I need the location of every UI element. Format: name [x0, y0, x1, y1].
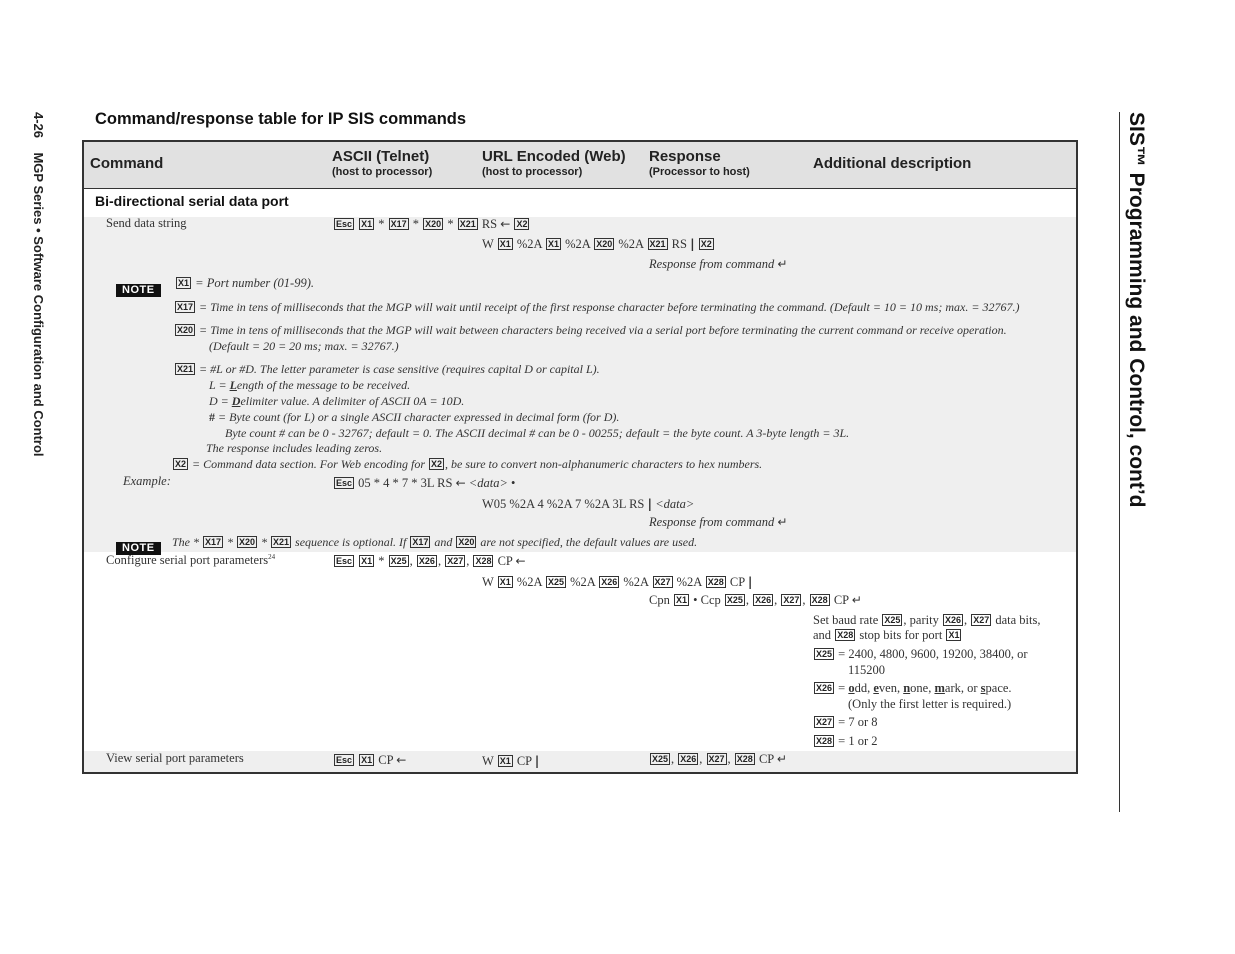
note-hash: # = Byte count (for L) or a single ASCII character expressed in decimal form (for D).	[209, 410, 620, 424]
configure-parity: X26 = odd, even, none, mark, or space.	[816, 681, 1012, 695]
left-arrow-icon: ←	[396, 753, 407, 767]
x21-var: X21	[459, 219, 476, 229]
x17-var: X17	[390, 219, 407, 229]
note-x1: X1 = Port number (01-99).	[178, 276, 314, 290]
send-url: W X1 %2A X1 %2A X20 %2A X21 RS | X2	[482, 236, 712, 251]
view-ascii: Esc X1 CP ←	[336, 753, 407, 767]
header-ascii: ASCII (Telnet)	[332, 148, 430, 165]
example-url: W05 %2A 4 %2A 7 %2A 3L RS | <data>	[482, 496, 695, 511]
return-arrow-icon: ↵	[776, 752, 787, 766]
return-arrow-icon: ↵	[851, 593, 862, 607]
header-url: URL Encoded (Web)	[482, 148, 626, 165]
x2-var: X2	[700, 239, 712, 249]
note-x2: X2 = Command data section. For Web encoding for X2 , be sure to convert non-alphanumeric characters to hex numbers.	[175, 457, 763, 471]
example-ascii: Esc 05 * 4 * 7 * 3L RS ← <data> •	[336, 476, 516, 490]
note-optional: The * X17 * X20 * X21 sequence is optional. If X17 and X20 are not specified, the default values are used.	[172, 535, 698, 549]
note-badge-2: NOTE	[116, 536, 161, 555]
configure-ascii: Esc X1 * X25 , X26 , X27 , X28 CP ←	[336, 554, 526, 568]
view-url: W X1 CP |	[482, 753, 540, 768]
pipe-icon: |	[747, 574, 753, 589]
view-label: View serial port parameters	[106, 751, 244, 765]
view-response: X25 , X26 , X27 , X28 CP ↵	[652, 752, 787, 766]
left-arrow-icon: ←	[455, 476, 466, 490]
note-length: L = Length of the message to be received.	[209, 378, 411, 392]
x1-var: X1	[499, 239, 511, 249]
return-arrow-icon: ↵	[777, 515, 788, 529]
configure-baud-2: 115200	[848, 663, 886, 677]
note-delimiter: D = Delimiter value. A delimiter of ASCII 0A = 10D.	[209, 394, 465, 408]
configure-baud: X25 = 2400, 4800, 9600, 19200, 38400, or	[816, 647, 1028, 661]
configure-stopbits: X28 = 1 or 2	[816, 734, 878, 748]
note-x20-default: (Default = 20 = 20 ms; max. = 32767.)	[209, 339, 399, 353]
configure-url: W X1 %2A X25 %2A X26 %2A X27 %2A X28 CP |	[482, 574, 753, 589]
return-arrow-icon: ↵	[777, 257, 788, 271]
esc-key: Esc	[336, 219, 353, 229]
section-heading: Bi-directional serial data port	[95, 193, 289, 209]
right-margin-title: SIS™ Programming and Control, cont’d	[1125, 112, 1148, 508]
pipe-icon: |	[690, 236, 695, 251]
header-description: Additional description	[813, 155, 972, 172]
configure-databits: X27 = 7 or 8	[816, 715, 878, 729]
x1-var: X1	[547, 239, 559, 249]
send-response: Response from command ↵	[649, 257, 788, 271]
pipe-icon: |	[534, 753, 540, 768]
note-bytecount: Byte count # can be 0 - 32767; default = 0. The ASCII decimal # can be 0 - 00255; default = the byte count. A 3-byte length = 3L.	[225, 426, 850, 440]
header-ascii-sub: (host to processor)	[332, 166, 433, 178]
left-arrow-icon: ←	[515, 554, 526, 568]
left-margin-text: 4-26 MGP Series • Software Configuration and Control	[31, 112, 46, 457]
note-x21: X21 = #L or #D. The letter parameter is case sensitive (requires capital D or capital L).	[177, 362, 600, 376]
header-response-sub: (Processor to host)	[649, 166, 750, 178]
header-command: Command	[90, 155, 164, 172]
right-margin-rule	[1119, 112, 1120, 812]
x20-var: X20	[425, 219, 442, 229]
example-response: Response from command ↵	[649, 515, 788, 529]
header-response: Response	[649, 148, 721, 165]
configure-label: Configure serial port parameters$^{24}$	[106, 553, 276, 568]
configure-response: Cpn X1 • Ccp X25 , X26 , X27 , X28 CP ↵	[649, 593, 862, 607]
configure-desc-1: Set baud rate X25 , parity X26 , X27 data bits,	[813, 613, 1041, 627]
x21-var: X21	[649, 239, 666, 249]
x1-var: X1	[361, 219, 373, 229]
note-leading: The response includes leading zeros.	[206, 441, 383, 455]
note-x20: X20 = Time in tens of milliseconds that the MGP will wait between characters being received via a serial port before terminating the current command or receive operation.	[177, 323, 1007, 337]
pipe-icon: |	[647, 496, 653, 511]
send-ascii: Esc X1 * X17 * X20 * X21 RS ← X2	[336, 217, 528, 231]
header-url-sub: (host to processor)	[482, 166, 583, 178]
configure-parity-2: (Only the first letter is required.)	[848, 697, 1012, 711]
note-x17: X17 = Time in tens of milliseconds that the MGP will wait until receipt of the first response character before terminating the command. (Default = 10 = 10 ms; max. = 32767.)	[177, 300, 1020, 314]
configure-desc-2: and X28 stop bits for port X1	[813, 628, 960, 642]
x20-var: X20	[596, 239, 613, 249]
send-label: Send data string	[106, 216, 187, 230]
x2-var: X2	[516, 219, 528, 229]
section-title: Command/response table for IP SIS commands	[95, 110, 467, 128]
left-arrow-icon: ←	[500, 217, 511, 231]
example-label: Example:	[123, 474, 171, 488]
note-badge: NOTE	[116, 278, 161, 297]
